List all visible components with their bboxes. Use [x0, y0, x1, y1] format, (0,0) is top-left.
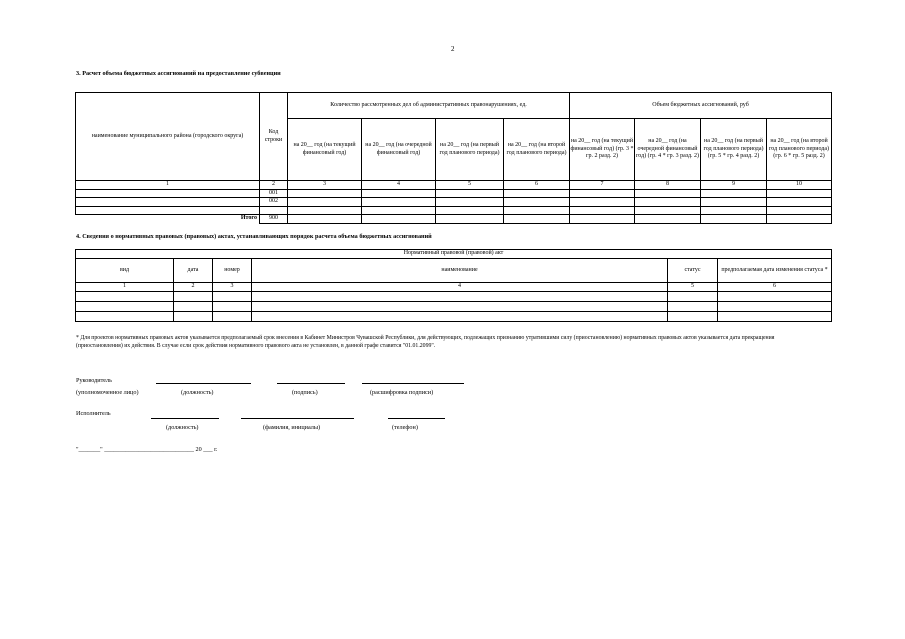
cell: [436, 189, 504, 198]
signature-line: [277, 383, 345, 384]
fio-caption: (фамилия, инициалы): [263, 424, 321, 431]
column-numbers-row: [76, 181, 832, 190]
col-number: 3: [288, 181, 362, 190]
cell: [701, 214, 767, 223]
cell: [570, 189, 635, 198]
header-code: Код строки: [260, 93, 288, 181]
cell: [718, 291, 832, 301]
col-number: 2: [174, 283, 213, 292]
cell: [362, 189, 436, 198]
cell: [76, 198, 260, 207]
subheader-col10: на 20__ год (на второй год планового периода) (гр. 6 * гр. 5 разд. 2): [767, 119, 832, 181]
section3-title: 3. Расчет объема бюджетных ассигнований на предоставление субвенции: [76, 70, 281, 77]
col-number: 4: [362, 181, 436, 190]
header-number: номер: [213, 259, 252, 283]
cell: [668, 291, 718, 301]
decoding-line: [362, 383, 464, 384]
cell: [213, 291, 252, 301]
col-number: 1: [76, 283, 174, 292]
col-number: 5: [436, 181, 504, 190]
executor-position-caption: (должность): [166, 424, 199, 431]
cell: [504, 214, 570, 223]
cell: [570, 198, 635, 207]
cell: [436, 206, 504, 214]
head-label: Руководитель: [76, 377, 112, 384]
cell: [76, 311, 174, 321]
row-code: 001: [260, 189, 288, 198]
cell: [635, 206, 701, 214]
cell: [288, 214, 362, 223]
cell: [436, 198, 504, 207]
col-number: 6: [718, 283, 832, 292]
cell: [570, 214, 635, 223]
cell: [76, 206, 260, 214]
header-cases-count: Количество рассмотренных дел об административных правонарушениях, ед.: [288, 93, 570, 119]
total-label: Итого: [240, 215, 257, 221]
position-caption: (должность): [181, 389, 214, 396]
cell: [362, 198, 436, 207]
subheader-col4: на 20__ год (на очередной финансовый год): [362, 119, 436, 181]
col-number: 1: [76, 181, 260, 190]
position-line: [156, 383, 251, 384]
col-number: 2: [260, 181, 288, 190]
subheader-col3: на 20__ год (на текущий финансовый год): [288, 119, 362, 181]
subheader-col8: на 20__ год (на очередной финансовый год) (гр. 4 * гр. 3 разд. 2): [635, 119, 701, 181]
table-row: [76, 291, 832, 301]
table-row: [76, 189, 832, 198]
legal-acts-table: [75, 249, 832, 322]
head-sub-label: (уполномоченное лицо): [76, 389, 139, 396]
col-number: 4: [252, 283, 668, 292]
cell: [174, 301, 213, 311]
page-number: 2: [451, 45, 455, 53]
subheader-col9: на 20__ год (на первый год планового периода) (гр. 5 * гр. 4 разд. 2): [701, 119, 767, 181]
total-row: [76, 214, 832, 223]
header-municipality: наименование муниципального района (городского округа): [76, 93, 260, 181]
decoding-caption: (расшифровка подписи): [370, 389, 434, 396]
cell: [718, 301, 832, 311]
cell: [362, 214, 436, 223]
signature-caption: (подпись): [292, 389, 318, 396]
section4-title: 4. Сведения о нормативных правовых (правовых) актах, устанавливающих порядок расчета объема бюджетных ассигнований: [76, 233, 432, 240]
subheader-col5: на 20__ год (на первый год планового периода): [436, 119, 504, 181]
cell: [260, 206, 288, 214]
cell: [668, 311, 718, 321]
header-title: наименование: [252, 259, 668, 283]
subheader-col6: на 20__ год (на второй год планового периода): [504, 119, 570, 181]
cell: [718, 311, 832, 321]
subheader-col7: на 20__ год (на текущий финансовый год) (гр. 3 * гр. 2 разд. 2): [570, 119, 635, 181]
cell: [213, 301, 252, 311]
phone-line: [388, 418, 445, 419]
col-number: 3: [213, 283, 252, 292]
cell: [504, 189, 570, 198]
cell: [76, 189, 260, 198]
phone-caption: (телефон): [392, 424, 418, 431]
cell: [635, 214, 701, 223]
cell: [767, 189, 832, 198]
cell: [213, 311, 252, 321]
cell: [635, 189, 701, 198]
cell: [436, 214, 504, 223]
table-row: [76, 301, 832, 311]
cell: [767, 198, 832, 207]
cell: [76, 301, 174, 311]
cell: [767, 206, 832, 214]
cell: [174, 311, 213, 321]
col-number: 10: [767, 181, 832, 190]
executor-position-line: [151, 418, 219, 419]
row-code: 002: [260, 198, 288, 207]
cell: [288, 198, 362, 207]
cell: [767, 214, 832, 223]
table-row: [76, 311, 832, 321]
cell: [288, 206, 362, 214]
date-line: "_______" _____________________________ 20 ___ г.: [76, 446, 218, 453]
cell: [504, 206, 570, 214]
header-status-change-date: предполагаемая дата изменения статуса *: [718, 259, 832, 283]
header-date: дата: [174, 259, 213, 283]
cell: [701, 206, 767, 214]
header-type: вид: [76, 259, 174, 283]
cell: [635, 198, 701, 207]
col-number: 8: [635, 181, 701, 190]
col-number: 5: [668, 283, 718, 292]
cell: [252, 301, 668, 311]
header-budget-volume: Объем бюджетных ассигнований, руб: [570, 93, 832, 119]
cell: [668, 301, 718, 311]
total-code: 900: [260, 214, 288, 223]
table-row: [76, 206, 832, 214]
cell: [504, 198, 570, 207]
header-status: статус: [668, 259, 718, 283]
col-number: 7: [570, 181, 635, 190]
cell: [252, 311, 668, 321]
cell: [76, 291, 174, 301]
header-legal-act: Нормативный правовой (правовой) акт: [76, 250, 832, 259]
cell: [701, 189, 767, 198]
col-number: 6: [504, 181, 570, 190]
cell: [174, 291, 213, 301]
column-numbers-row: [76, 283, 832, 292]
cell: [288, 189, 362, 198]
table-row: [76, 198, 832, 207]
footnote: * Для проектов нормативных правовых актов указывается предполагаемый срок внесения в Кабинет Министров Чувашской Республики, для действующих, подлежащих признанию утратившими силу (приостановлению) нормативных правовых актов указывается дата прекращения (приостановления) их действия. В случае если срок действия нормативного правового акта не установлен, в данной графе ставится "01.01.2099".: [76, 335, 775, 350]
cell: [252, 291, 668, 301]
cell: [570, 206, 635, 214]
cell: [362, 206, 436, 214]
fio-line: [241, 418, 354, 419]
budget-calculation-table: [75, 92, 832, 224]
executor-label: Исполнитель: [76, 410, 111, 417]
cell: [701, 198, 767, 207]
col-number: 9: [701, 181, 767, 190]
